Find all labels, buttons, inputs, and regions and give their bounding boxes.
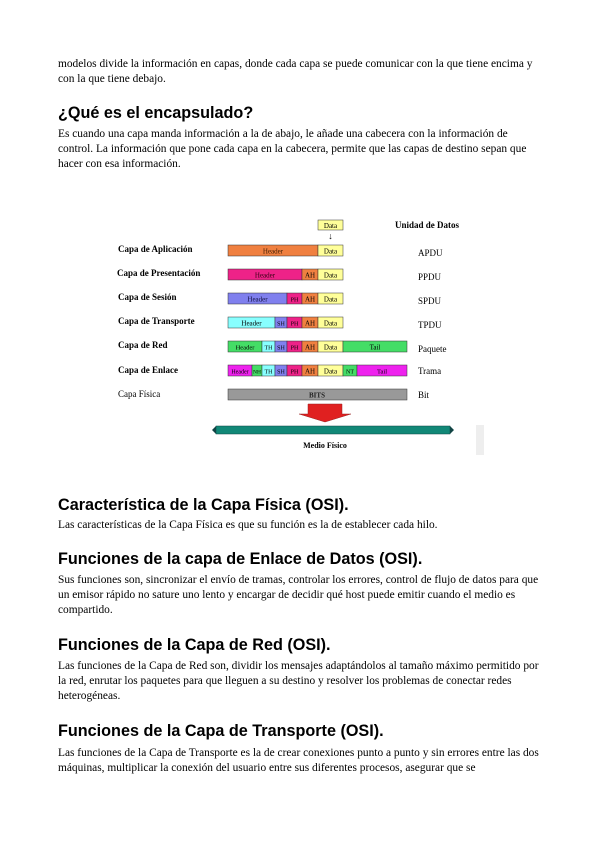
encapsulado-paragraph: Es cuando una capa manda información a la de abajo, le añade una cabecera con la información de control. La información que pone cada capa en la cabecera, permite que las capas de destino sepan que hacer con esa información. — [58, 128, 527, 170]
scan-smudge — [476, 425, 484, 455]
unit-apdu: APDU — [418, 248, 443, 258]
svg-text:Header: Header — [241, 319, 262, 328]
svg-text:Data: Data — [323, 271, 338, 280]
svg-text:SH: SH — [277, 369, 285, 376]
svg-text:AH: AH — [304, 271, 316, 280]
layer-name-red: Capa de Red — [118, 340, 168, 350]
layer-name-sesion: Capa de Sesión — [118, 292, 177, 302]
physical-medium-bar — [212, 426, 454, 434]
red-arrow-down — [299, 404, 351, 422]
svg-text:SH: SH — [277, 345, 285, 352]
svg-text:Tail: Tail — [376, 368, 388, 376]
top-data-label: Data — [323, 222, 338, 230]
heading-capa-fisica: Característica de la Capa Física (OSI). — [58, 496, 349, 514]
svg-text:PH: PH — [290, 345, 299, 352]
svg-text:PH: PH — [290, 321, 299, 328]
svg-text:AH: AH — [304, 343, 316, 352]
row-aplicacion — [228, 245, 343, 256]
unit-ppdu: PPDU — [418, 272, 442, 282]
row-fisica — [228, 389, 407, 400]
svg-text:TH: TH — [264, 369, 273, 376]
svg-text:Data: Data — [323, 367, 338, 376]
osi-encapsulation-diagram — [112, 215, 492, 455]
red-paragraph: Las funciones de la Capa de Red son, dividir los mensajes adaptándolos al tamaño máximo permitido por la red, enrutar los paquetes para que lleguen a su destino y resolver los problemas de conectar redes heterogéneas. — [58, 660, 539, 702]
svg-text:Data: Data — [323, 343, 338, 352]
row-enlace — [228, 365, 407, 376]
layer-name-enlace: Capa de Enlace — [118, 365, 179, 375]
medium-label: Medio Físico — [303, 441, 347, 450]
svg-text:Header: Header — [247, 295, 268, 304]
row-transporte — [228, 317, 343, 328]
svg-text:NT: NT — [346, 369, 354, 376]
svg-text:Header: Header — [262, 247, 284, 256]
layer-name-presentacion: Capa de Presentación — [117, 268, 201, 278]
layer-name-transporte: Capa de Transporte — [118, 316, 195, 326]
unit-tpdu: TPDU — [418, 320, 442, 330]
svg-text:NH: NH — [253, 369, 261, 376]
svg-text:AH: AH — [304, 295, 316, 304]
svg-text:Header: Header — [231, 369, 249, 376]
unit-paquete: Paquete — [418, 344, 447, 354]
svg-text:Tail: Tail — [369, 343, 381, 352]
enlace-paragraph: Sus funciones son, sincronizar el envío de tramas, controlar los errores, control de flujo de datos para que un emisor rápido no sature uno lento y encargar de decidir qué host puede emitir cuando el medio es compartido. — [58, 574, 539, 616]
svg-text:BITS: BITS — [309, 391, 325, 400]
down-arrow-glyph: ↓ — [328, 231, 333, 241]
heading-capa-red: Funciones de la Capa de Red (OSI). — [58, 636, 331, 654]
svg-text:AH: AH — [304, 367, 316, 376]
heading-encapsulado: ¿Qué es el encapsulado? — [58, 104, 254, 122]
heading-capa-enlace: Funciones de la capa de Enlace de Datos (OSI). — [58, 550, 423, 568]
row-presentacion — [228, 269, 343, 280]
unit-column-header: Unidad de Datos — [395, 220, 460, 230]
intro-paragraph: modelos divide la información en capas, donde cada capa se puede comunicar con la que tiene encima y con la que tiene debajo. — [58, 58, 533, 85]
svg-text:Header: Header — [235, 344, 255, 352]
heading-capa-transporte: Funciones de la Capa de Transporte (OSI). — [58, 722, 384, 740]
svg-text:TH: TH — [264, 345, 273, 352]
svg-text:PH: PH — [290, 369, 299, 376]
svg-text:PH: PH — [290, 297, 299, 304]
svg-text:Data: Data — [323, 295, 338, 304]
layer-name-aplicacion: Capa de Aplicación — [118, 244, 193, 254]
svg-text:AH: AH — [304, 319, 316, 328]
svg-text:Header: Header — [254, 271, 276, 280]
transporte-paragraph: Las funciones de la Capa de Transporte es la de crear conexiones punto a punto y sin errores entre las dos máquinas, multiplicar la conexión del usuario entre sus diferentes procesos, asegurar que se — [58, 747, 539, 774]
unit-trama: Trama — [418, 366, 442, 376]
svg-text:Data: Data — [323, 319, 338, 328]
unit-spdu: SPDU — [418, 296, 442, 306]
unit-bit: Bit — [418, 390, 430, 400]
svg-text:SH: SH — [277, 321, 285, 328]
row-red — [228, 341, 407, 352]
fisica-paragraph: Las características de la Capa Física es que su función es la de establecer cada hilo. — [58, 519, 438, 531]
svg-text:Data: Data — [323, 247, 338, 256]
layer-name-fisica: Capa Física — [118, 389, 161, 399]
row-sesion — [228, 293, 343, 304]
